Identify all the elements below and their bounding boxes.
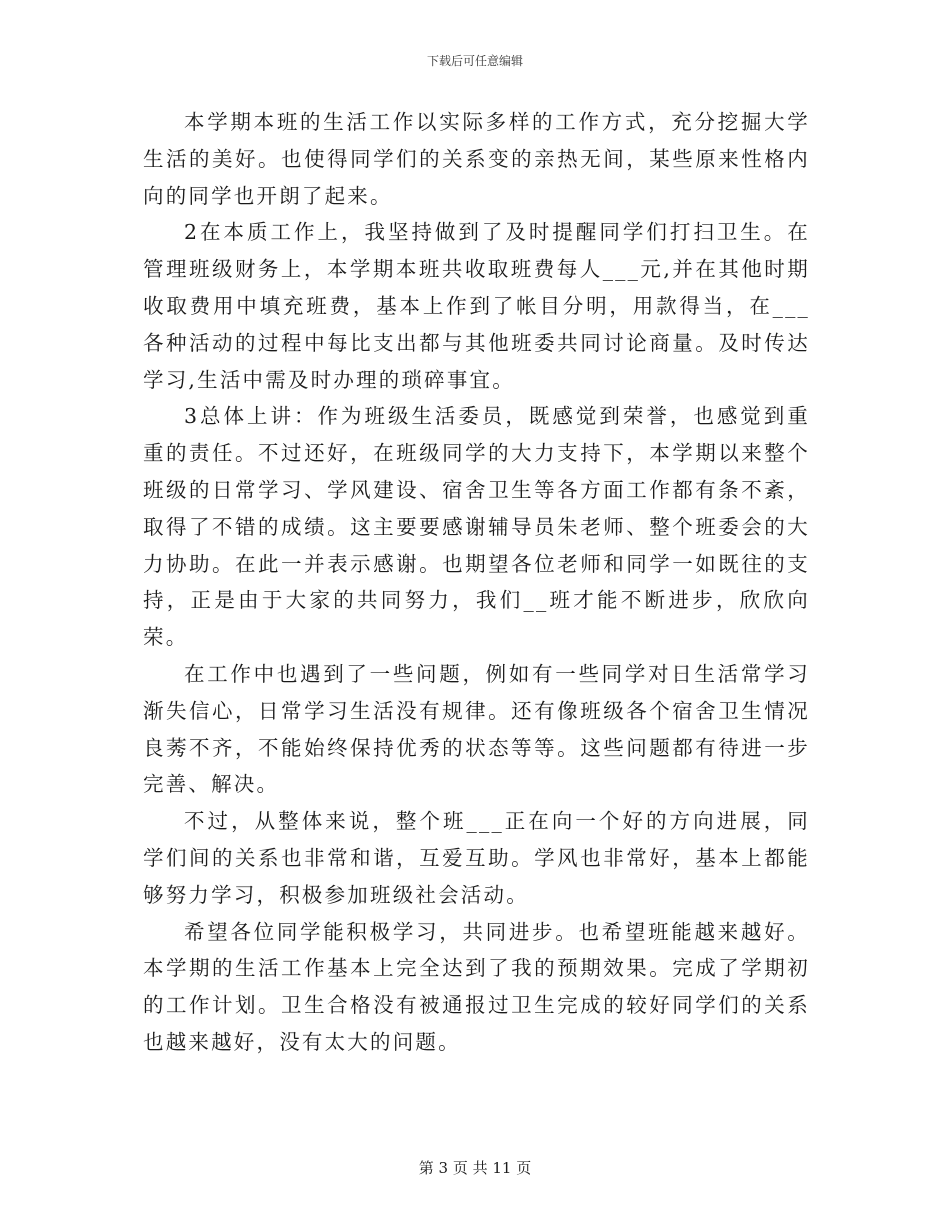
paragraph: 不过，从整体来说，整个班___正在向一个好的方向进展，同学们间的关系也非常和谐，互爱互助。学风也非常好，基本上都能够努力学习，积极参加班级社会活动。 [143, 809, 810, 907]
document-body [143, 104, 810, 1061]
page-footer: 第 3 页 共 11 页 [418, 1159, 532, 1177]
paragraph: 在工作中也遇到了一些问题，例如有一些同学对日生活常学习渐失信心，日常学习生活没有规律。还有像班级各个宿舍卫生情况良莠不齐，不能始终保持优秀的状态等等。这些问题都有待进一步完善、解决。 [143, 661, 810, 797]
paragraph: 希望各位同学能积极学习，共同进步。也希望班能越来越好。本学期的生活工作基本上完全达到了我的预期效果。完成了学期初的工作计划。卫生合格没有被通报过卫生完成的较好同学们的关系也越来越好，没有太大的问题。 [143, 919, 810, 1054]
paragraph: 本学期本班的生活工作以实际多样的工作方式，充分挖掘大学生活的美好。也使得同学们的关系变的亲热无间，某些原来性格内向的同学也开朗了起来。 [143, 110, 810, 208]
page-header: 下载后可任意编辑 [426, 54, 523, 68]
paragraph: 3总体上讲：作为班级生活委员，既感觉到荣誉，也感觉到重重的责任。不过还好，在班级同学的大力支持下，本学期以来整个班级的日常学习、学风建设、宿舍卫生等各方面工作都有条不紊，取得了不错的成绩。这主要要感谢辅导员朱老师、整个班委会的大力协助。在此一并表示感谢。也期望各位老师和同学一如既往的支持，正是由于大家的共同努力，我们__班才能不断进步，欣欣向荣。 [143, 404, 810, 650]
paragraph: 2在本质工作上，我坚持做到了及时提醒同学们打扫卫生。在管理班级财务上，本学期本班共收取班费每人___元,并在其他时期收取费用中填充班费，基本上作到了帐目分明，用款得当，在___各种活动的过程中每比支出都与其他班委共同讨论商量。及时传达学习,生活中需及时办理的琐碎事宜。 [143, 220, 810, 392]
